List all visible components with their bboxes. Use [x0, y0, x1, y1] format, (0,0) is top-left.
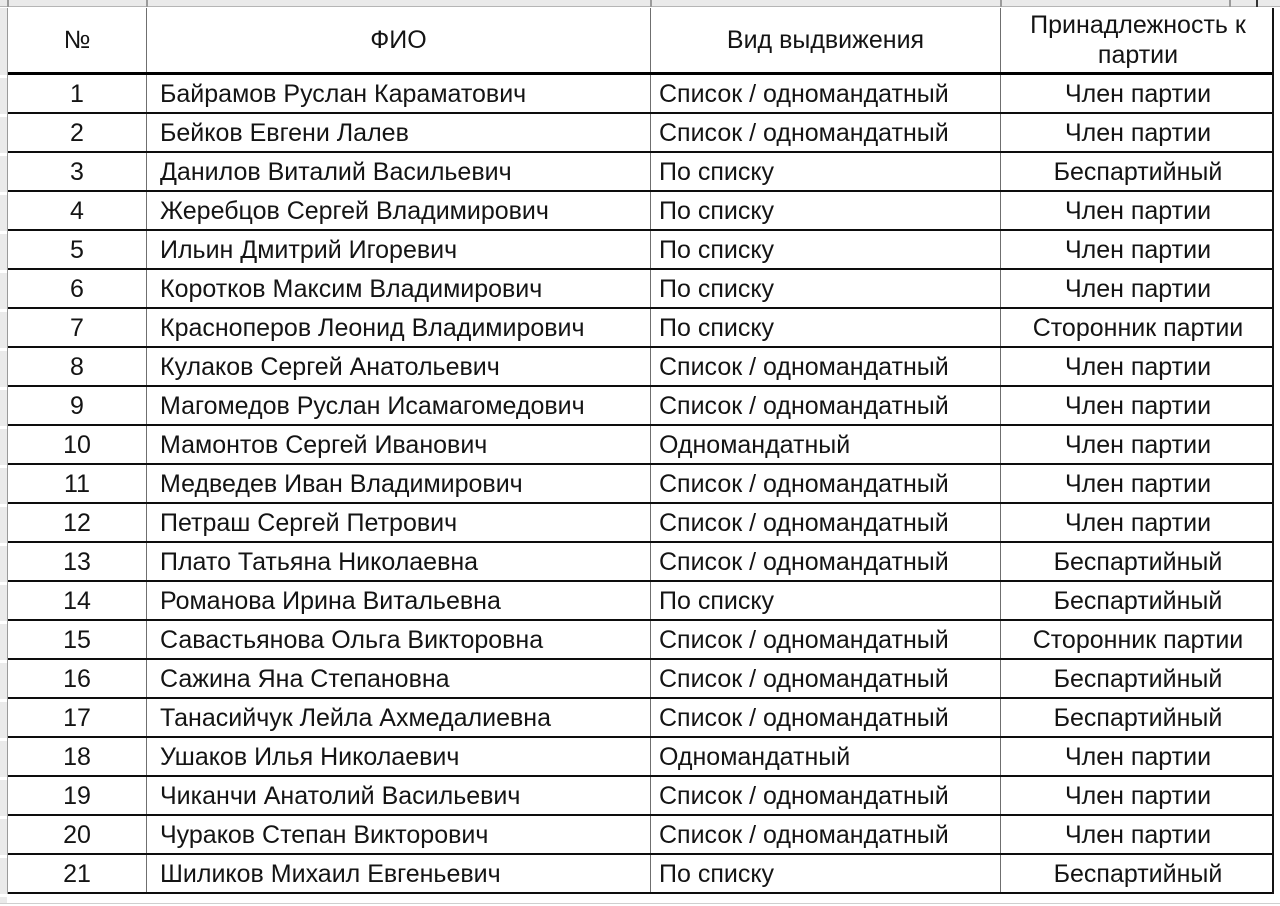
nomination-type-cell[interactable]: Список / одномандатный [651, 387, 1001, 424]
party-affiliation-cell[interactable]: Сторонник партии [1032, 625, 1244, 654]
nomination-type-cell[interactable]: Список / одномандатный [651, 504, 1001, 541]
party-affiliation-cell[interactable]: Беспартийный [1053, 586, 1223, 615]
candidate-name-cell[interactable]: Магомедов Руслан Исамагомедович [147, 387, 651, 424]
row-number-cell[interactable]: 17 [8, 699, 147, 736]
table-row [8, 75, 1272, 114]
party-affiliation-cell[interactable]: Член партии [1064, 430, 1212, 459]
candidate-name-cell[interactable]: Бейков Евгени Лалев [147, 114, 651, 151]
nomination-type-cell[interactable]: Список / одномандатный [651, 543, 1001, 580]
table-row [8, 699, 1272, 738]
table-row [8, 153, 1272, 192]
row-number-cell[interactable]: 13 [8, 543, 147, 580]
candidate-name-cell[interactable]: Коротков Максим Владимирович [147, 270, 651, 307]
candidate-name-cell[interactable]: Мамонтов Сергей Иванович [147, 426, 651, 463]
row-number-cell[interactable]: 9 [8, 387, 147, 424]
candidate-name-cell[interactable]: Байрамов Руслан Караматович [147, 75, 651, 112]
table-row [8, 387, 1272, 426]
sheet-left-gridline-strip [0, 8, 7, 75]
nomination-type-cell[interactable]: По списку [651, 582, 1001, 619]
row-number-cell[interactable]: 8 [8, 348, 147, 385]
row-number-cell[interactable]: 18 [8, 738, 147, 775]
nomination-type-cell[interactable]: Список / одномандатный [651, 75, 1001, 112]
row-number-cell[interactable]: 7 [8, 309, 147, 346]
candidate-name-cell[interactable]: Чиканчи Анатолий Васильевич [147, 777, 651, 814]
row-number-cell[interactable]: 6 [8, 270, 147, 307]
candidate-name-cell[interactable]: Романова Ирина Витальевна [147, 582, 651, 619]
row-number-cell[interactable]: 5 [8, 231, 147, 268]
candidate-name-cell[interactable]: Ильин Дмитрий Игоревич [147, 231, 651, 268]
candidate-name-cell[interactable]: Данилов Виталий Васильевич [147, 153, 651, 190]
party-affiliation-cell[interactable]: Сторонник партии [1032, 313, 1244, 342]
header-cell-party[interactable]: Принадлежность к партии [1030, 11, 1246, 69]
table-row [8, 738, 1272, 777]
party-affiliation-cell[interactable]: Беспартийный [1053, 859, 1223, 888]
candidate-name-cell[interactable]: Танасийчук Лейла Ахмедалиевна [147, 699, 651, 736]
candidate-name-cell[interactable]: Чураков Степан Викторович [147, 816, 651, 853]
candidate-name-cell[interactable]: Ушаков Илья Николаевич [147, 738, 651, 775]
candidate-name-cell[interactable]: Плато Татьяна Николаевна [147, 543, 651, 580]
party-affiliation-cell[interactable]: Беспартийный [1053, 703, 1223, 732]
table-row [8, 582, 1272, 621]
table-row [8, 192, 1272, 231]
table-row [8, 855, 1272, 894]
nomination-type-cell[interactable]: По списку [651, 309, 1001, 346]
party-affiliation-cell[interactable]: Член партии [1064, 508, 1212, 537]
party-affiliation-cell[interactable]: Беспартийный [1053, 547, 1223, 576]
nomination-type-cell[interactable]: Список / одномандатный [651, 699, 1001, 736]
table-row [8, 426, 1272, 465]
sheet-top-gridline-strip [0, 0, 1280, 7]
nomination-type-cell[interactable]: По списку [651, 855, 1001, 892]
party-affiliation-cell[interactable]: Член партии [1064, 79, 1212, 108]
header-cell-nomination[interactable]: Вид выдвижения [651, 8, 1001, 72]
party-affiliation-cell[interactable]: Беспартийный [1053, 664, 1223, 693]
nomination-type-cell[interactable]: Список / одномандатный [651, 777, 1001, 814]
table-header-row [8, 8, 1272, 75]
candidate-name-cell[interactable]: Кулаков Сергей Анатольевич [147, 348, 651, 385]
row-number-cell[interactable]: 12 [8, 504, 147, 541]
candidate-name-cell[interactable]: Сажина Яна Степановна [147, 660, 651, 697]
party-affiliation-cell[interactable]: Член партии [1064, 274, 1212, 303]
party-affiliation-cell[interactable]: Член партии [1064, 391, 1212, 420]
party-affiliation-cell[interactable]: Член партии [1064, 196, 1212, 225]
row-number-cell[interactable]: 16 [8, 660, 147, 697]
sheet-bottom-gridline [0, 903, 1280, 904]
party-affiliation-cell[interactable]: Член партии [1064, 235, 1212, 264]
party-affiliation-cell[interactable]: Член партии [1064, 781, 1212, 810]
row-number-cell[interactable]: 10 [8, 426, 147, 463]
row-number-cell[interactable]: 2 [8, 114, 147, 151]
nomination-type-cell[interactable]: По списку [651, 192, 1001, 229]
party-affiliation-cell[interactable]: Член партии [1064, 118, 1212, 147]
nomination-type-cell[interactable]: Одномандатный [651, 426, 1001, 463]
table-row [8, 777, 1272, 816]
table-body [8, 75, 1272, 894]
nomination-type-cell[interactable]: По списку [651, 270, 1001, 307]
nomination-type-cell[interactable]: По списку [651, 153, 1001, 190]
party-affiliation-cell[interactable]: Член партии [1064, 469, 1212, 498]
candidate-name-cell[interactable]: Медведев Иван Владимирович [147, 465, 651, 502]
candidate-name-cell[interactable]: Красноперов Леонид Владимирович [147, 309, 651, 346]
candidates-table [7, 8, 1274, 894]
nomination-type-cell[interactable]: Список / одномандатный [651, 816, 1001, 853]
row-number-cell[interactable]: 14 [8, 582, 147, 619]
row-number-cell[interactable]: 15 [8, 621, 147, 658]
candidate-name-cell[interactable]: Петраш Сергей Петрович [147, 504, 651, 541]
row-number-cell[interactable]: 3 [8, 153, 147, 190]
table-row [8, 465, 1272, 504]
table-row [8, 309, 1272, 348]
row-number-cell[interactable]: 19 [8, 777, 147, 814]
table-row [8, 348, 1272, 387]
row-number-cell[interactable]: 1 [8, 75, 147, 112]
row-number-cell[interactable]: 11 [8, 465, 147, 502]
candidate-name-cell[interactable]: Шиликов Михаил Евгеньевич [147, 855, 651, 892]
party-affiliation-cell[interactable]: Беспартийный [1053, 157, 1223, 186]
table-row [8, 816, 1272, 855]
candidate-name-cell[interactable]: Савастьянова Ольга Викторовна [147, 621, 651, 658]
row-number-cell[interactable]: 21 [8, 855, 147, 892]
table-row [8, 270, 1272, 309]
nomination-type-cell[interactable]: Список / одномандатный [651, 114, 1001, 151]
party-affiliation-cell[interactable]: Член партии [1064, 742, 1212, 771]
header-cell-full-name[interactable]: ФИО [147, 8, 651, 72]
table-row [8, 231, 1272, 270]
party-affiliation-cell[interactable]: Член партии [1064, 820, 1212, 849]
nomination-type-cell[interactable]: Список / одномандатный [651, 621, 1001, 658]
row-number-cell[interactable]: 4 [8, 192, 147, 229]
row-number-cell[interactable]: 20 [8, 816, 147, 853]
table-row [8, 114, 1272, 153]
table-row [8, 543, 1272, 582]
nomination-type-cell[interactable]: Список / одномандатный [651, 660, 1001, 697]
table-row [8, 504, 1272, 543]
nomination-type-cell[interactable]: По списку [651, 231, 1001, 268]
party-affiliation-cell[interactable]: Член партии [1064, 352, 1212, 381]
sheet-left-gridline-strip [0, 75, 7, 903]
nomination-type-cell[interactable]: Одномандатный [651, 738, 1001, 775]
header-cell-number[interactable]: № [8, 8, 147, 72]
nomination-type-cell[interactable]: Список / одномандатный [651, 465, 1001, 502]
nomination-type-cell[interactable]: Список / одномандатный [651, 348, 1001, 385]
table-row [8, 621, 1272, 660]
table-row [8, 660, 1272, 699]
candidate-name-cell[interactable]: Жеребцов Сергей Владимирович [147, 192, 651, 229]
